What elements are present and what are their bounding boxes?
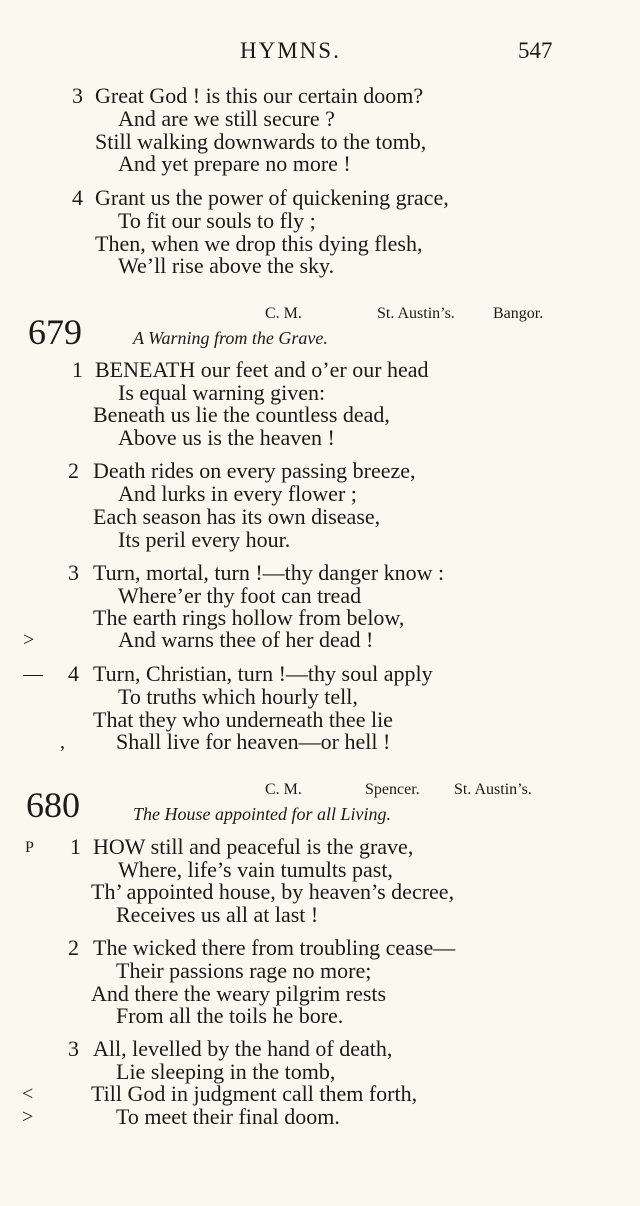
hymn-line: Still walking downwards to the tomb, [95, 129, 427, 154]
hymn-line: Th’ appointed house, by heaven’s decree, [91, 879, 455, 904]
hymn-line: Lie sleeping in the tomb, [116, 1059, 336, 1084]
stanza-number: 1 [70, 834, 81, 859]
hymn-line: Its peril every hour. [118, 527, 291, 552]
stanza-number: 1 [72, 357, 83, 382]
hymn-line: Till God in judgment call them forth, [91, 1081, 418, 1106]
stanza-number: 4 [68, 661, 79, 686]
hymn-line: To truths which hourly tell, [118, 684, 358, 709]
hymn-line: Turn, mortal, turn !—thy danger know : [93, 560, 445, 585]
hymn-line: Grant us the power of quickening grace, [95, 185, 449, 210]
performance-mark: , [60, 731, 65, 753]
stanza-number: 3 [68, 560, 79, 585]
hymn-line: The earth rings hollow from below, [93, 605, 405, 630]
stanza-number: 3 [72, 83, 83, 108]
hymn-line: Above us is the heaven ! [118, 425, 335, 450]
running-title: HYMNS. [240, 38, 341, 63]
hymn-line: Death rides on every passing breeze, [93, 458, 416, 483]
tune-name: St. Austin’s. [377, 305, 455, 322]
hymn-line: Where’er thy foot can tread [118, 583, 362, 608]
performance-mark: < [22, 1083, 34, 1105]
hymn-line: All, levelled by the hand of death, [93, 1036, 393, 1061]
hymn-line: Their passions rage no more; [116, 958, 372, 983]
hymn-line: BENEATH our feet and o’er our head [95, 357, 429, 382]
performance-mark: > [23, 629, 35, 651]
hymn-line: HOW still and peaceful is the grave, [93, 834, 414, 859]
hymn-line: Beneath us lie the countless dead, [93, 402, 390, 427]
hymn-number: 679 [28, 312, 82, 352]
hymn-line: We’ll rise above the sky. [118, 253, 335, 278]
hymn-number: 680 [26, 785, 80, 825]
performance-mark: > [22, 1106, 34, 1128]
hymn-line: And are we still secure ? [118, 106, 335, 131]
tune-name: St. Austin’s. [454, 781, 532, 798]
tune-name: Spencer. [365, 781, 420, 798]
hymn-subtitle: The House appointed for all Living. [133, 804, 391, 824]
stanza-number: 4 [72, 185, 83, 210]
hymn-line: That they who underneath thee lie [93, 707, 393, 732]
hymn-line: Great God ! is this our certain doom? [95, 83, 424, 108]
performance-mark: P [25, 839, 34, 856]
hymn-line: And warns thee of her dead ! [118, 627, 374, 652]
stanza-number: 2 [68, 935, 79, 960]
hymn-meter: C. M. [265, 305, 302, 322]
hymn-line: Shall live for heaven—or hell ! [116, 729, 391, 754]
stanza-number: 3 [68, 1036, 79, 1061]
hymn-line: To meet their final doom. [116, 1104, 340, 1129]
stanza-number: 2 [68, 458, 79, 483]
hymn-line: From all the toils he bore. [116, 1003, 344, 1028]
hymn-line: And there the weary pilgrim rests [91, 981, 387, 1006]
hymn-line: Each season has its own disease, [93, 504, 381, 529]
hymn-line: Receives us all at last ! [116, 902, 319, 927]
performance-mark: — [23, 663, 43, 685]
hymn-line: The wicked there from troubling cease— [93, 935, 456, 960]
hymn-line: To fit our souls to fly ; [118, 208, 316, 233]
hymn-line: And lurks in every flower ; [118, 481, 357, 506]
hymn-line: Is equal warning given: [118, 380, 326, 405]
hymn-subtitle: A Warning from the Grave. [133, 328, 328, 348]
hymn-line: And yet prepare no more ! [118, 151, 351, 176]
page-number: 547 [518, 38, 553, 63]
hymn-line: Where, life’s vain tumults past, [118, 857, 393, 882]
hymn-line: Then, when we drop this dying flesh, [95, 231, 423, 256]
hymn-line: Turn, Christian, turn !—thy soul apply [93, 661, 433, 686]
tune-name: Bangor. [493, 305, 544, 322]
hymn-meter: C. M. [265, 781, 302, 798]
